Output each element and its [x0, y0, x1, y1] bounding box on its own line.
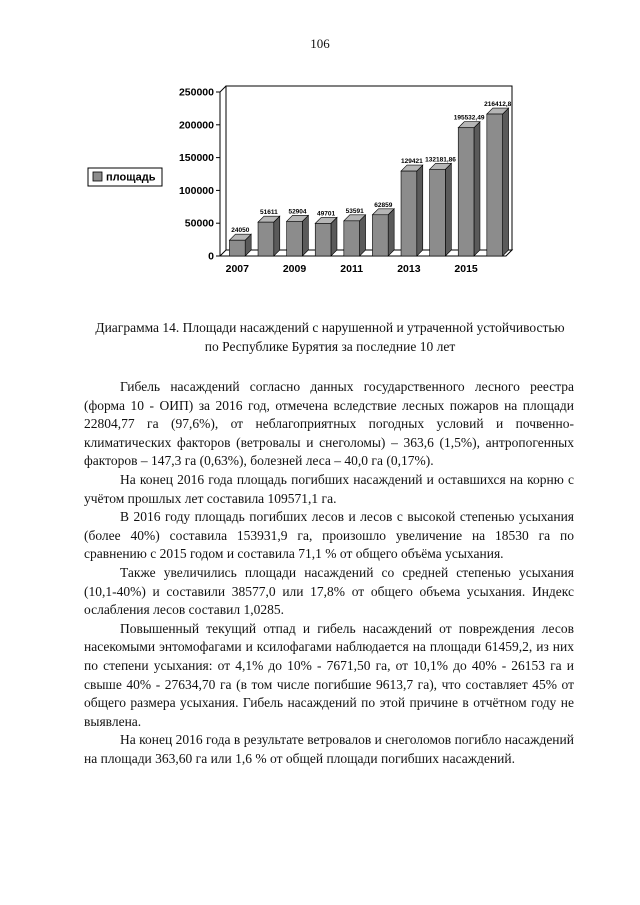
bar-side [474, 122, 480, 256]
legend-swatch [93, 172, 102, 181]
data-label: 24050 [231, 227, 250, 235]
paragraph: Гибель насаждений согласно данных государственного лесного реестра (форма 10 - ОИП) за 2016 год, отмечена вследствие лесных пожаров на площади 22804,77 га (97,6%), от неблагоприятных погодных условий и почвенно-климатических факторов (ветровалы и снеголомы) – 363,6 (1,5%), антропогенных факторов – 147,3 га (0,63%), болезней леса – 40,0 га (0,17%). [84, 379, 574, 469]
bar [401, 171, 417, 256]
x-tick-label: 2007 [225, 263, 249, 275]
y-tick-label: 100000 [178, 184, 214, 197]
bar-side [503, 108, 509, 256]
x-tick-label: 2009 [282, 263, 307, 275]
paragraph: На конец 2016 года в результате ветровалов и снеголомов погибло насаждений на площади 363,60 га или 1,6 % от общей площади погибших насаждений. [84, 732, 574, 766]
paragraph: Также увеличились площади насаждений со средней степенью усыхания (10,1-40%) и составили 38577,0 или 17,8% от общего объема усыхания. Индекс ослабления лесов составил 1,0285. [84, 564, 574, 618]
data-label: 216412,8 [484, 101, 512, 109]
bar [315, 223, 331, 256]
data-label: 51611 [260, 209, 278, 217]
chart-caption: Диаграмма 14. Площади насаждений с нарушенной и утраченной устойчивостью по Республике Бурятия за последние 10 лет [95, 320, 565, 354]
bar-side [302, 215, 308, 256]
paragraph: Повышенный текущий отпад и гибель насаждений от повреждения лесов насекомыми энтомофагами и ксилофагами наблюдается на площади 61459,2, из них по степени усыхания: от 4,1% до 10% - 7671,50 га, от 10,1% до 40% - 26153 га и свыше 40% - 27634,70 га (в том числе погибшие 9613,7 га), что составляет 45% от общего размера усыхания. Гибель насаждений по этой причине в отчётном году не выявлена. [84, 620, 574, 729]
data-label: 195532,49 [453, 114, 485, 122]
data-label: 52904 [288, 208, 307, 216]
bar-chart [80, 72, 520, 282]
data-label: 53591 [345, 207, 364, 215]
x-tick-label: 2013 [397, 263, 421, 275]
data-label: 129421 [401, 158, 423, 166]
bar [344, 221, 360, 256]
bar [430, 169, 446, 256]
x-tick-label: 2011 [340, 263, 364, 275]
bar-side [274, 216, 280, 256]
data-label: 132181,86 [425, 156, 456, 164]
bar-side [445, 163, 451, 256]
axis-depth-line [220, 86, 226, 92]
bar [458, 128, 474, 256]
bar [287, 221, 303, 256]
data-label: 49701 [317, 210, 336, 218]
x-tick-label: 2015 [454, 263, 478, 275]
bar [229, 240, 245, 256]
bar [487, 114, 503, 256]
y-tick-label: 250000 [178, 86, 214, 99]
paragraph: На конец 2016 года площадь погибших насаждений и оставшихся на корню с учётом прошлых лет составила 109571,1 га. [84, 471, 574, 506]
legend-label: площадь [106, 171, 156, 184]
y-tick-label: 200000 [178, 119, 214, 132]
bar-side [331, 217, 337, 256]
bar-side [417, 165, 423, 256]
bar [258, 222, 274, 256]
y-tick-label: 0 [208, 250, 214, 263]
page-number: 106 [310, 36, 330, 51]
paragraph: В 2016 году площадь погибших лесов и лесов с высокой степенью усыхания (более 40%) составила 153931,9 га, произошло увеличение на 18530 га по сравнению с 2015 годом и составила 71,1 % от общего объёма усыхания. [84, 509, 574, 562]
y-tick-label: 50000 [184, 217, 214, 230]
body-text [84, 378, 574, 768]
bar [372, 215, 388, 256]
data-label: 62859 [374, 201, 393, 209]
bar-side [360, 215, 366, 256]
y-tick-label: 150000 [178, 152, 214, 165]
bar-side [388, 209, 394, 256]
